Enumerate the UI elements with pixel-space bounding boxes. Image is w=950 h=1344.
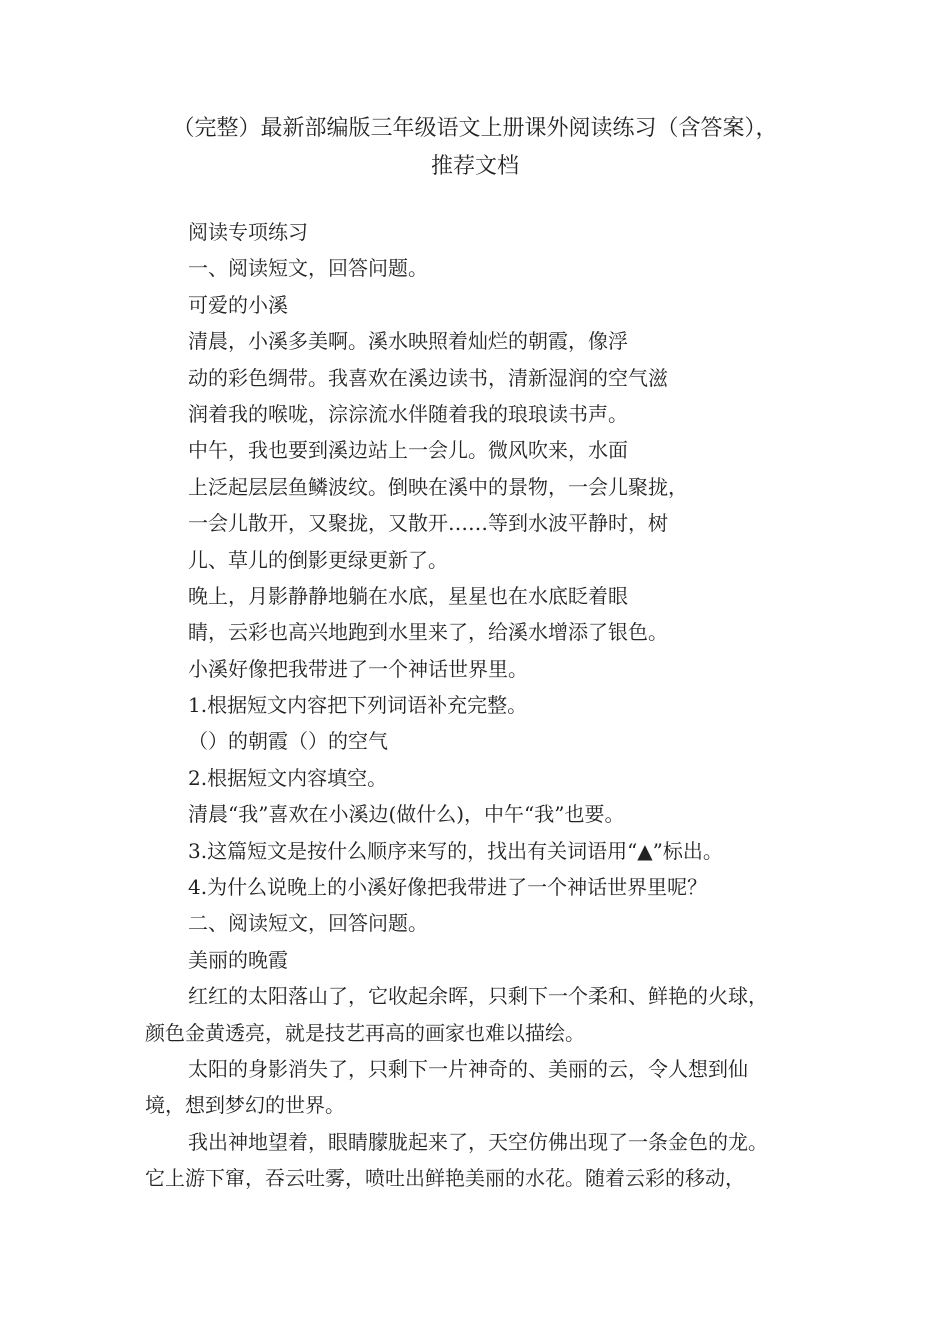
passage-line: 睛，云彩也高兴地跑到水里来了，给溪水增添了银色。 bbox=[188, 620, 668, 645]
question-item: 1.根据短文内容把下列词语补充完整。 bbox=[188, 693, 528, 718]
passage-line: 清晨，小溪多美啊。溪水映照着灿烂的朝霞，像浮 bbox=[188, 329, 628, 354]
passage-line: 动的彩色绸带。我喜欢在溪边读书，清新湿润的空气滋 bbox=[188, 365, 668, 390]
passage-line: 小溪好像把我带进了一个神话世界里。 bbox=[188, 656, 528, 681]
passage-line: 红红的太阳落山了，它收起余晖，只剩下一个柔和、鲜艳的火球， bbox=[188, 984, 768, 1009]
passage-title: 可爱的小溪 bbox=[188, 292, 288, 317]
passage-line: 中午，我也要到溪边站上一会儿。微风吹来，水面 bbox=[188, 438, 628, 463]
passage-line: 儿、草儿的倒影更绿更新了。 bbox=[188, 547, 448, 572]
passage-line: 颜色金黄透亮，就是技艺再高的画家也难以描绘。 bbox=[145, 1020, 585, 1045]
question-group-heading: 一、阅读短文，回答问题。 bbox=[188, 256, 428, 281]
passage-line: 润着我的喉咙，淙淙流水伴随着我的琅琅读书声。 bbox=[188, 401, 628, 426]
document-body bbox=[145, 214, 835, 1197]
question-item: （）的朝霞（）的空气 bbox=[188, 729, 388, 754]
passage-line: 一会儿散开，又聚拢，又散开……等到水波平静时，树 bbox=[188, 511, 668, 536]
question-item: 4.为什么说晚上的小溪好像把我带进了一个神话世界里呢？ bbox=[188, 875, 708, 900]
passage-line: 上泛起层层鱼鳞波纹。倒映在溪中的景物，一会儿聚拢， bbox=[188, 474, 688, 499]
question-group-heading: 二、阅读短文，回答问题。 bbox=[188, 911, 428, 936]
document-title-line-1: （完整）最新部编版三年级语文上册课外阅读练习（含答案）， bbox=[172, 116, 778, 141]
question-item: 3.这篇短文是按什么顺序来写的，找出有关词语用“▲”标出。 bbox=[188, 838, 723, 863]
question-item: 2.根据短文内容填空。 bbox=[188, 765, 388, 790]
section-heading: 阅读专项练习 bbox=[188, 220, 308, 244]
passage-line: 晚上，月影静静地躺在水底，星星也在水底眨着眼 bbox=[188, 583, 628, 608]
passage-line: 它上游下窜，吞云吐雾，喷吐出鲜艳美丽的水花。随着云彩的移动， bbox=[145, 1166, 745, 1191]
passage-line: 境，想到梦幻的世界。 bbox=[145, 1093, 345, 1118]
question-item: 清晨“我”喜欢在小溪边(做什么)，中午“我”也要。 bbox=[188, 802, 625, 827]
passage-line: 我出神地望着，眼睛朦胧起来了，天空仿佛出现了一条金色的龙。 bbox=[188, 1129, 768, 1154]
passage-title: 美丽的晚霞 bbox=[188, 947, 288, 972]
document-title-line-2: 推荐文档 bbox=[430, 154, 519, 179]
passage-line: 太阳的身影消失了，只剩下一片神奇的、美丽的云，令人想到仙 bbox=[188, 1056, 748, 1081]
